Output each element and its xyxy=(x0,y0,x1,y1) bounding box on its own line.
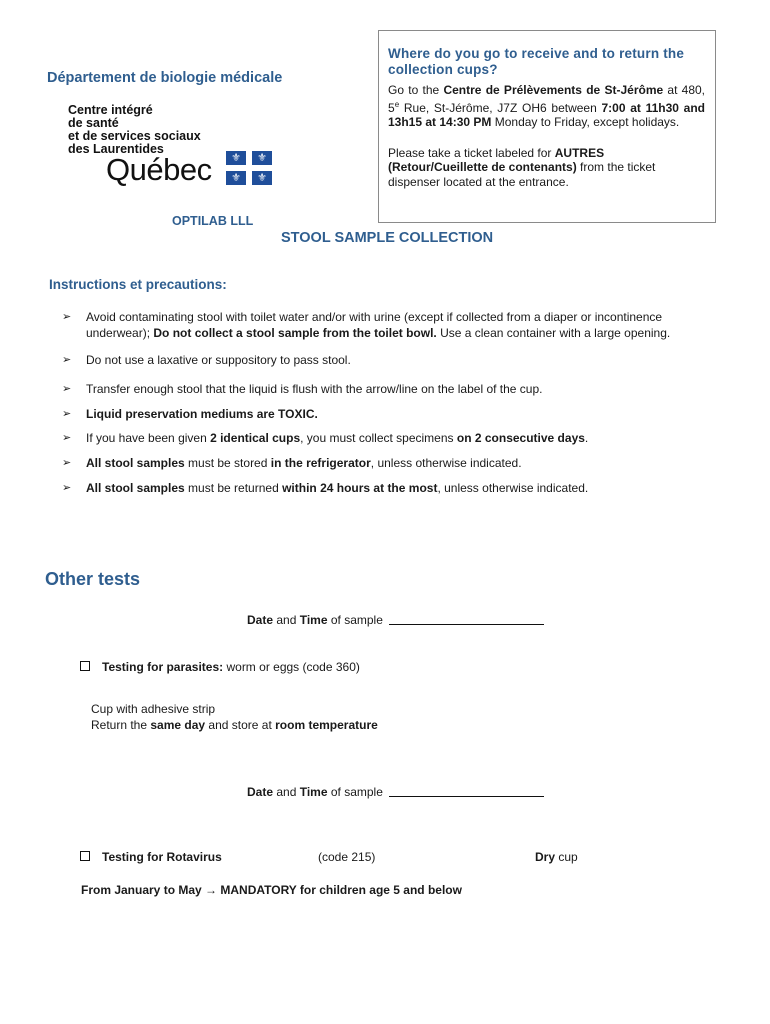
text: , you must collect specimens xyxy=(300,430,457,445)
text: Use a clean container with a large opening. xyxy=(436,325,671,340)
page-title: STOOL SAMPLE COLLECTION xyxy=(281,230,494,246)
test-label: Testing for Rotavirus xyxy=(102,850,222,864)
centre-name: Centre de Prélèvements de St-Jérôme xyxy=(443,83,664,97)
text: Monday to Friday, except holidays. xyxy=(491,115,680,129)
time-label: Time xyxy=(299,785,328,799)
quebec-wordmark: Québec xyxy=(106,152,212,187)
list-item xyxy=(62,431,712,447)
rotavirus-test-option xyxy=(80,850,222,864)
parasites-test-option xyxy=(80,660,360,674)
department-heading: Département de biologie médicale xyxy=(47,70,283,86)
rotavirus-mandatory-note xyxy=(81,883,462,897)
date-time-input-line[interactable] xyxy=(389,624,544,625)
date-label: Date xyxy=(247,613,274,627)
text: from the ticket dispenser located at the entrance. xyxy=(388,160,656,189)
text: at 480, 5 xyxy=(388,83,706,115)
text: Return the xyxy=(91,718,151,732)
bold-text: Dry xyxy=(535,850,556,864)
bold-text: in the refrigerator xyxy=(270,456,371,470)
arrowhead-bullet-icon: ➢ xyxy=(62,457,72,469)
text: Avoid contaminating stool with toilet water and/or with urine (except if collected from a diaper or incontinence underwear); xyxy=(86,310,663,340)
superscript: e xyxy=(394,99,400,109)
text: Transfer enough stool that the liquid is flush with the arrow/line on the label of the cup. xyxy=(86,381,543,396)
time-label: Time xyxy=(299,613,328,627)
rotavirus-cup-type xyxy=(535,850,578,864)
opening-hours: 7:00 at 11h30 and 13h15 at 14:30 PM xyxy=(388,100,705,129)
lab-name: OPTILAB LLL xyxy=(172,214,254,228)
rotavirus-code: (code 215) xyxy=(318,850,376,864)
info-location-paragraph xyxy=(388,83,705,130)
quebec-flag-icon: ⚜ ⚜ ⚜ ⚜ xyxy=(226,151,272,185)
text: Please take a ticket labeled for xyxy=(388,145,555,160)
text: and xyxy=(273,785,300,799)
logo-line-2: de santé xyxy=(68,116,119,130)
arrowhead-bullet-icon: ➢ xyxy=(62,481,72,494)
text: of sample xyxy=(327,613,383,627)
text: Rue, St-Jérôme, J7Z OH6 between xyxy=(399,100,602,115)
collection-info-box xyxy=(378,30,716,223)
info-question: Where do you go to receive and to return the collection cups? xyxy=(388,46,685,77)
logo-line-3: et de services sociaux xyxy=(68,129,201,143)
text: must be stored xyxy=(184,456,271,470)
text: and xyxy=(273,613,300,627)
arrowhead-bullet-icon: ➢ xyxy=(62,354,72,366)
list-item xyxy=(62,481,712,497)
checkbox-icon[interactable] xyxy=(80,661,90,671)
bold-text: All stool samples xyxy=(86,456,185,470)
arrowhead-bullet-icon: ➢ xyxy=(62,408,72,420)
organization-logo xyxy=(68,104,201,156)
list-item xyxy=(62,310,712,341)
text: cup xyxy=(555,850,578,864)
date-time-field-2 xyxy=(247,785,544,799)
text: If you have been given xyxy=(86,430,211,445)
date-label: Date xyxy=(247,785,274,799)
instructions-list xyxy=(62,310,712,508)
bold-text: 2 identical cups xyxy=(210,430,301,445)
bold-text: MANDATORY for children age 5 and below xyxy=(217,883,462,897)
text: , unless otherwise indicated. xyxy=(370,456,522,470)
ticket-label: AUTRES (Retour/Cueillette de contenants) xyxy=(388,145,605,174)
text: , unless otherwise indicated. xyxy=(437,480,589,495)
logo-line-4: des Laurentides xyxy=(68,142,164,156)
list-item xyxy=(62,353,712,369)
date-time-field-1 xyxy=(247,613,544,627)
return-instruction xyxy=(91,717,378,733)
text: Go to the xyxy=(388,83,444,97)
arrowhead-bullet-icon: ➢ xyxy=(62,311,72,323)
text: must be returned xyxy=(184,480,283,495)
bold-text: room temperature xyxy=(275,718,378,732)
list-item xyxy=(62,456,712,472)
test-label: Testing for parasites: xyxy=(102,660,224,674)
test-code: worm or eggs (code 360) xyxy=(223,660,360,674)
warning-text: Do not collect a stool sample from the toilet bowl. xyxy=(153,325,437,340)
instructions-heading: Instructions et precautions: xyxy=(49,277,227,292)
bold-text: within 24 hours at the most xyxy=(282,480,438,495)
arrowhead-bullet-icon: ➢ xyxy=(62,431,72,444)
list-item xyxy=(62,407,712,423)
other-tests-heading: Other tests xyxy=(45,569,141,589)
right-arrow-icon: → xyxy=(205,883,218,897)
text: and store at xyxy=(205,718,276,732)
date-time-input-line[interactable] xyxy=(389,796,544,797)
checkbox-icon[interactable] xyxy=(80,851,90,861)
list-item xyxy=(62,382,712,398)
text: Do not use a laxative or suppository to pass stool. xyxy=(86,353,351,367)
info-ticket-paragraph xyxy=(388,146,705,190)
cup-type: Cup with adhesive strip xyxy=(91,702,216,716)
bold-text: All stool samples xyxy=(86,480,185,495)
parasites-instructions xyxy=(91,701,378,733)
bold-text: From January to May xyxy=(81,883,206,897)
text: of sample xyxy=(327,785,383,799)
toxic-warning: Liquid preservation mediums are TOXIC. xyxy=(86,407,318,421)
arrowhead-bullet-icon: ➢ xyxy=(62,382,72,395)
text: . xyxy=(584,430,589,445)
bold-text: same day xyxy=(150,718,206,732)
bold-text: on 2 consecutive days xyxy=(456,430,585,445)
logo-line-1: Centre intégré xyxy=(68,103,153,117)
